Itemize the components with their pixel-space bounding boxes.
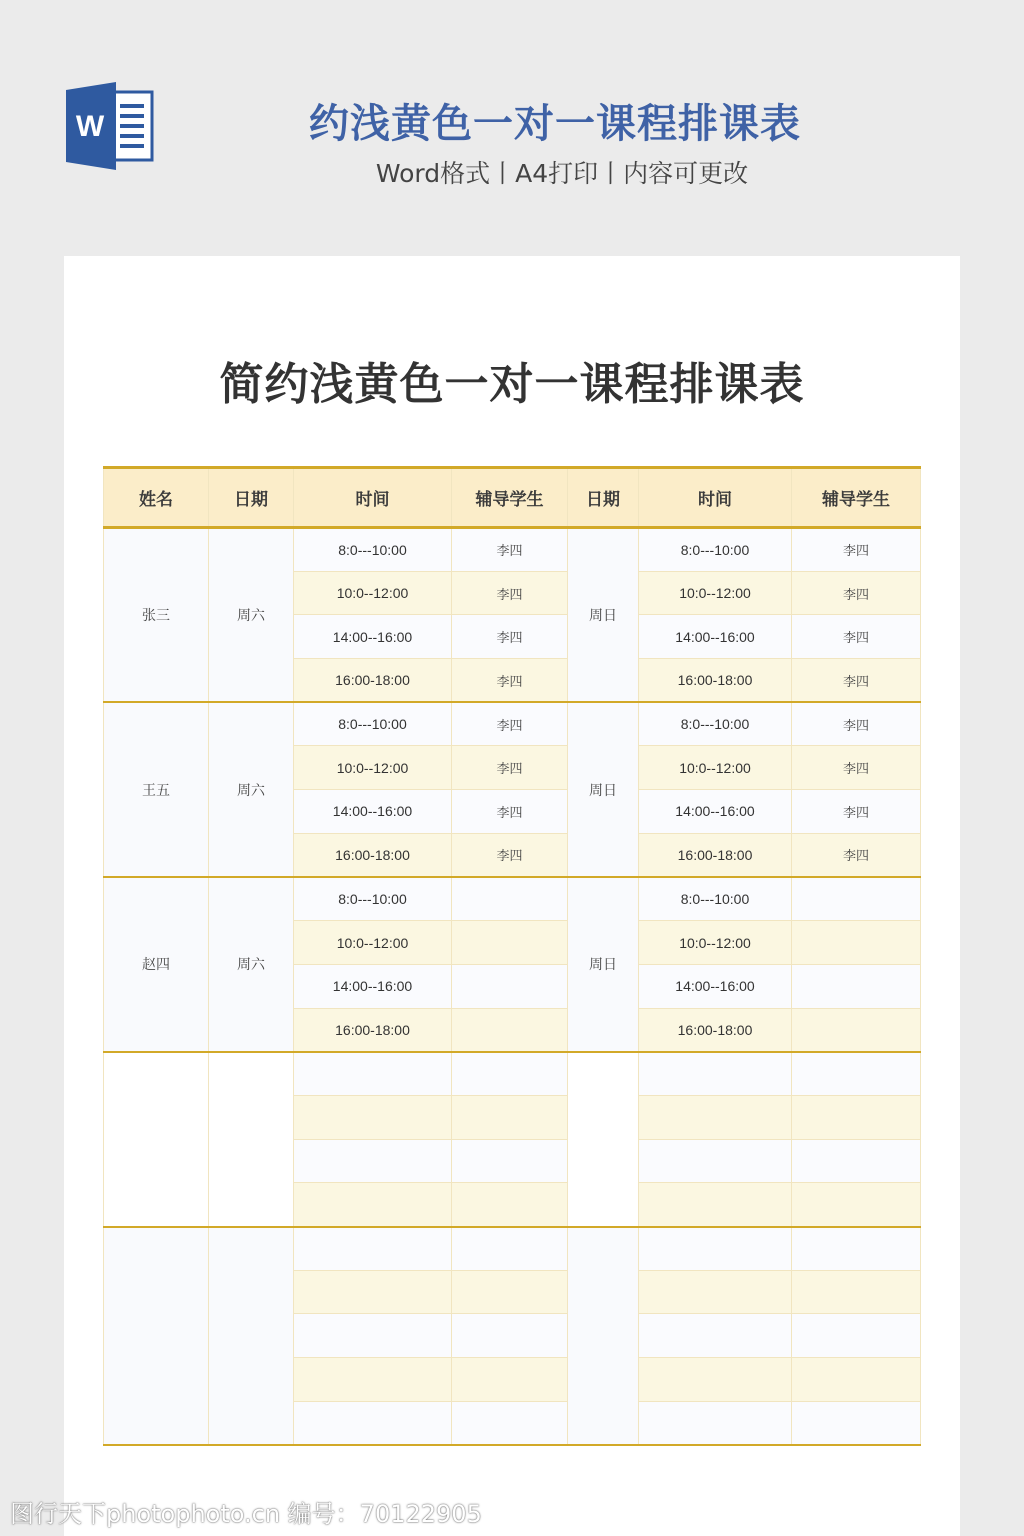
student-cell	[792, 1008, 921, 1052]
schedule-group	[104, 528, 921, 703]
tutor-name: 赵四	[104, 877, 209, 1052]
empty-cell	[452, 1095, 568, 1139]
empty-cell	[294, 1401, 452, 1445]
day-2: 周日	[568, 528, 639, 703]
empty-cell	[452, 1227, 568, 1271]
time-cell: 16:00-18:00	[639, 833, 792, 877]
empty-cell	[452, 1270, 568, 1314]
time-cell: 8:0---10:00	[294, 702, 452, 746]
student-cell: 李四	[452, 702, 568, 746]
student-cell: 李四	[792, 790, 921, 834]
empty-cell	[792, 1401, 921, 1445]
document-title: 简约浅黄色一对一课程排课表	[219, 359, 805, 410]
table-row	[104, 1227, 921, 1271]
empty-day-cell	[568, 1052, 639, 1227]
empty-cell	[639, 1314, 792, 1358]
empty-cell	[792, 1052, 921, 1096]
day-2: 周日	[568, 877, 639, 1052]
empty-cell	[452, 1139, 568, 1183]
empty-cell	[294, 1139, 452, 1183]
table-row	[104, 528, 921, 572]
empty-cell	[792, 1183, 921, 1227]
empty-cell	[639, 1270, 792, 1314]
student-cell: 李四	[452, 790, 568, 834]
header-date-1: 日期	[209, 468, 294, 528]
student-cell: 李四	[452, 659, 568, 703]
student-cell: 李四	[792, 615, 921, 659]
word-icon-letter: W	[75, 110, 105, 143]
time-cell: 16:00-18:00	[294, 1008, 452, 1052]
header-student-2: 辅导学生	[792, 468, 921, 528]
time-cell: 8:0---10:00	[639, 877, 792, 921]
student-cell	[792, 921, 921, 965]
time-cell: 14:00--16:00	[639, 615, 792, 659]
schedule-group	[104, 702, 921, 877]
empty-cell	[639, 1227, 792, 1271]
student-cell	[792, 964, 921, 1008]
table-header-row	[104, 468, 921, 528]
empty-cell	[452, 1401, 568, 1445]
day-1: 周六	[209, 528, 294, 703]
empty-schedule-group	[104, 1052, 921, 1227]
header-time-1: 时间	[294, 468, 452, 528]
time-cell: 16:00-18:00	[639, 1008, 792, 1052]
empty-name-cell	[104, 1227, 209, 1445]
student-cell	[792, 877, 921, 921]
empty-cell	[639, 1183, 792, 1227]
header-date-2: 日期	[568, 468, 639, 528]
student-cell: 李四	[792, 833, 921, 877]
time-cell: 14:00--16:00	[294, 615, 452, 659]
empty-day-cell	[209, 1227, 294, 1445]
schedule-table	[103, 466, 921, 1446]
table-row	[104, 877, 921, 921]
time-cell: 14:00--16:00	[294, 964, 452, 1008]
tutor-name: 王五	[104, 702, 209, 877]
day-1: 周六	[209, 702, 294, 877]
student-cell: 李四	[792, 702, 921, 746]
empty-cell	[792, 1095, 921, 1139]
empty-cell	[792, 1227, 921, 1271]
empty-cell	[452, 1183, 568, 1227]
empty-cell	[452, 1358, 568, 1402]
time-cell: 8:0---10:00	[639, 702, 792, 746]
empty-cell	[294, 1095, 452, 1139]
time-cell: 8:0---10:00	[639, 528, 792, 572]
empty-cell	[639, 1401, 792, 1445]
student-cell: 李四	[792, 746, 921, 790]
empty-cell	[639, 1358, 792, 1402]
time-cell: 14:00--16:00	[639, 964, 792, 1008]
time-cell: 10:0--12:00	[639, 746, 792, 790]
empty-cell	[639, 1139, 792, 1183]
time-cell: 8:0---10:00	[294, 528, 452, 572]
time-cell: 16:00-18:00	[294, 659, 452, 703]
empty-cell	[294, 1052, 452, 1096]
empty-cell	[294, 1183, 452, 1227]
student-cell: 李四	[452, 615, 568, 659]
empty-cell	[294, 1358, 452, 1402]
empty-cell	[452, 1052, 568, 1096]
empty-cell	[639, 1052, 792, 1096]
empty-name-cell	[104, 1052, 209, 1227]
header-time-2: 时间	[639, 468, 792, 528]
student-cell: 李四	[452, 833, 568, 877]
student-cell: 李四	[452, 528, 568, 572]
empty-schedule-group	[104, 1227, 921, 1445]
student-cell: 李四	[452, 746, 568, 790]
empty-cell	[792, 1270, 921, 1314]
day-1: 周六	[209, 877, 294, 1052]
time-cell: 10:0--12:00	[639, 571, 792, 615]
schedule-group	[104, 877, 921, 1052]
banner-subtitle: Word格式丨A4打印丨内容可更改	[375, 159, 749, 188]
empty-cell	[452, 1314, 568, 1358]
empty-cell	[294, 1227, 452, 1271]
student-cell	[452, 921, 568, 965]
time-cell: 10:0--12:00	[294, 571, 452, 615]
time-cell: 16:00-18:00	[639, 659, 792, 703]
time-cell: 14:00--16:00	[639, 790, 792, 834]
student-cell: 李四	[792, 659, 921, 703]
empty-day-cell	[209, 1052, 294, 1227]
tutor-name: 张三	[104, 528, 209, 703]
empty-cell	[792, 1139, 921, 1183]
time-cell: 10:0--12:00	[294, 746, 452, 790]
day-2: 周日	[568, 702, 639, 877]
time-cell: 14:00--16:00	[294, 790, 452, 834]
student-cell: 李四	[792, 571, 921, 615]
time-cell: 8:0---10:00	[294, 877, 452, 921]
empty-cell	[792, 1314, 921, 1358]
empty-cell	[639, 1095, 792, 1139]
time-cell: 10:0--12:00	[639, 921, 792, 965]
table-row	[104, 702, 921, 746]
student-cell	[452, 964, 568, 1008]
empty-day-cell	[568, 1227, 639, 1445]
header-name: 姓名	[104, 468, 209, 528]
student-cell	[452, 1008, 568, 1052]
student-cell: 李四	[452, 571, 568, 615]
watermark-text: 图行天下photophoto.cn 编号：70122905	[10, 1500, 482, 1528]
banner-title: 约浅黄色一对一课程排课表	[309, 101, 801, 147]
student-cell: 李四	[792, 528, 921, 572]
time-cell: 16:00-18:00	[294, 833, 452, 877]
time-cell: 10:0--12:00	[294, 921, 452, 965]
student-cell	[452, 877, 568, 921]
header-student-1: 辅导学生	[452, 468, 568, 528]
empty-cell	[792, 1358, 921, 1402]
empty-cell	[294, 1314, 452, 1358]
table-row	[104, 1052, 921, 1096]
empty-cell	[294, 1270, 452, 1314]
